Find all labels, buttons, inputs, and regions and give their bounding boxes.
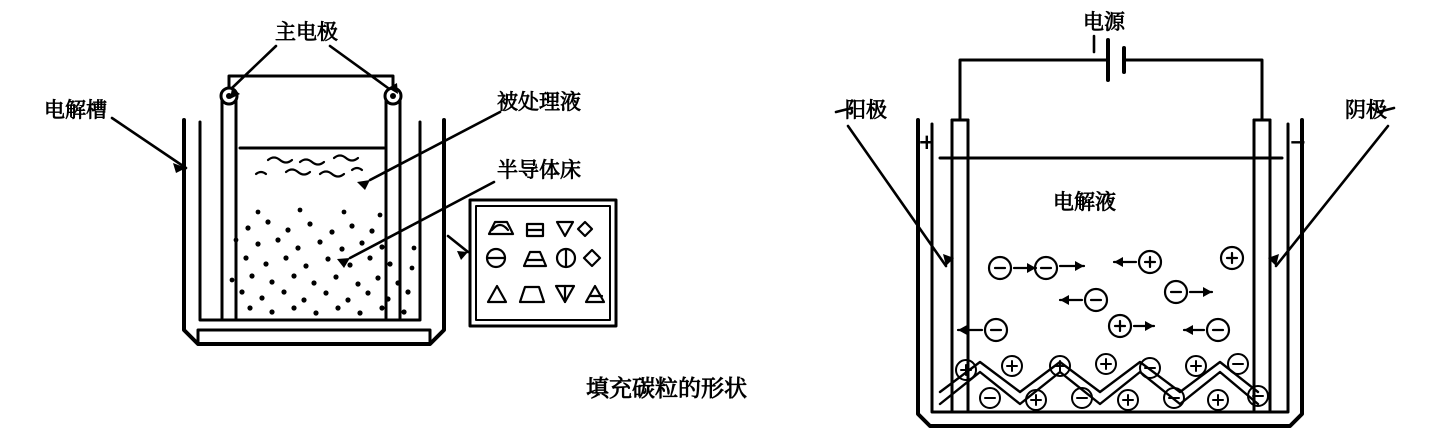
- label-anode-sign: +: [918, 130, 936, 154]
- label-semiconductor-bed: 半导体床: [497, 158, 581, 182]
- caption-carbon-shapes: 填充碳粒的形状: [586, 376, 747, 402]
- ion-particles: [958, 247, 1243, 341]
- label-treated-liquid: 被处理液: [497, 90, 581, 114]
- label-electrolysis-tank: 电解槽: [44, 98, 107, 122]
- label-electrolyte: 电解液: [1053, 190, 1116, 214]
- liquid-ripples: [256, 156, 362, 177]
- legend-pointer: [448, 236, 468, 252]
- left-electrode-plates: [222, 96, 400, 318]
- carbon-shape-glyphs: [487, 222, 604, 302]
- label-cathode: 阴极: [1345, 98, 1387, 122]
- external-circuit: [960, 40, 1262, 120]
- left-leader-lines: [112, 46, 500, 258]
- label-anode: 阳极: [845, 98, 887, 122]
- label-cathode-sign: −: [1289, 130, 1307, 154]
- label-power-supply: 电源: [1083, 10, 1125, 34]
- semiconductor-bed-particles: [230, 208, 417, 316]
- left-electrode-busbar: [229, 76, 393, 92]
- label-main-electrode: 主电极: [275, 20, 338, 44]
